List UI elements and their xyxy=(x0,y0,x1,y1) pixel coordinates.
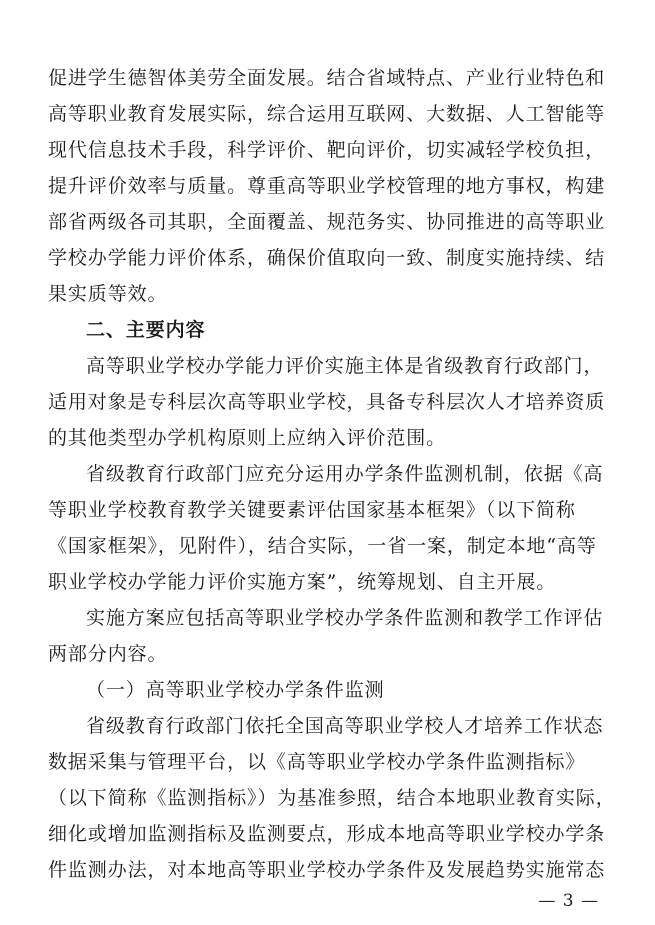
section-heading-main-content: 二、主要内容 xyxy=(86,319,206,341)
text-line: 省级教育行政部门应充分运用办学条件监测机制，依据《高 xyxy=(86,463,604,485)
text-line: 部省两级各司其职，全面覆盖、规范务实、协同推进的高等职业 xyxy=(48,211,606,233)
text-line: 数据采集与管理平台，以《高等职业学校办学条件监测指标》 xyxy=(48,751,586,773)
subsection-heading-condition-monitoring: （一）高等职业学校办学条件监测 xyxy=(86,679,385,701)
text-line: 件监测办法，对本地高等职业学校办学条件及发展趋势实施常态 xyxy=(48,859,606,881)
text-line: 高等职业学校办学能力评价实施主体是省级教育行政部门， xyxy=(86,355,604,377)
text-line: 省级教育行政部门依托全国高等职业学校人才培养工作状态 xyxy=(86,715,604,737)
text-line: 适用对象是专科层次高等职业学校，具备专科层次人才培养资质 xyxy=(48,391,606,413)
document-body xyxy=(48,60,616,888)
text-line: （以下简称《监测指标》）为基准参照，结合本地职业教育实际， xyxy=(48,787,616,809)
text-line: 促进学生德智体美劳全面发展。结合省域特点、产业行业特色和 xyxy=(48,67,606,89)
text-line: 果实质等效。 xyxy=(48,283,168,305)
paragraph-evaluation-subject xyxy=(48,348,608,456)
text-line: 现代信息技术手段，科学评价、靶向评价，切实减轻学校负担， xyxy=(48,139,606,161)
paragraph-evaluation-goals xyxy=(48,60,608,312)
paragraph-monitoring-platform xyxy=(48,708,616,888)
paragraph-implementation-plan xyxy=(48,600,608,672)
page-number: — 3 — xyxy=(538,891,599,911)
text-line: 提升评价效率与质量。尊重高等职业学校管理的地方事权，构建 xyxy=(48,175,606,197)
text-line: 《国家框架》，见附件），结合实际，一省一案，制定本地“高等 xyxy=(48,535,597,557)
text-line: 的其他类型办学机构原则上应纳入评价范围。 xyxy=(48,427,447,449)
text-line: 等职业学校教育教学关键要素评估国家基本框架》（以下简称 xyxy=(48,499,576,521)
text-line: 学校办学能力评价体系，确保价值取向一致、制度实施持续、结 xyxy=(48,247,606,269)
text-line: 实施方案应包括高等职业学校办学条件监测和教学工作评估 xyxy=(86,607,604,629)
paragraph-national-framework xyxy=(48,456,608,600)
text-line: 两部分内容。 xyxy=(48,643,168,665)
text-line: 职业学校办学能力评价实施方案”，统筹规划、自主开展。 xyxy=(48,571,557,593)
text-line: 细化或增加监测指标及监测要点，形成本地高等职业学校办学条 xyxy=(48,823,606,845)
text-line: 高等职业教育发展实际，综合运用互联网、大数据、人工智能等 xyxy=(48,103,606,125)
